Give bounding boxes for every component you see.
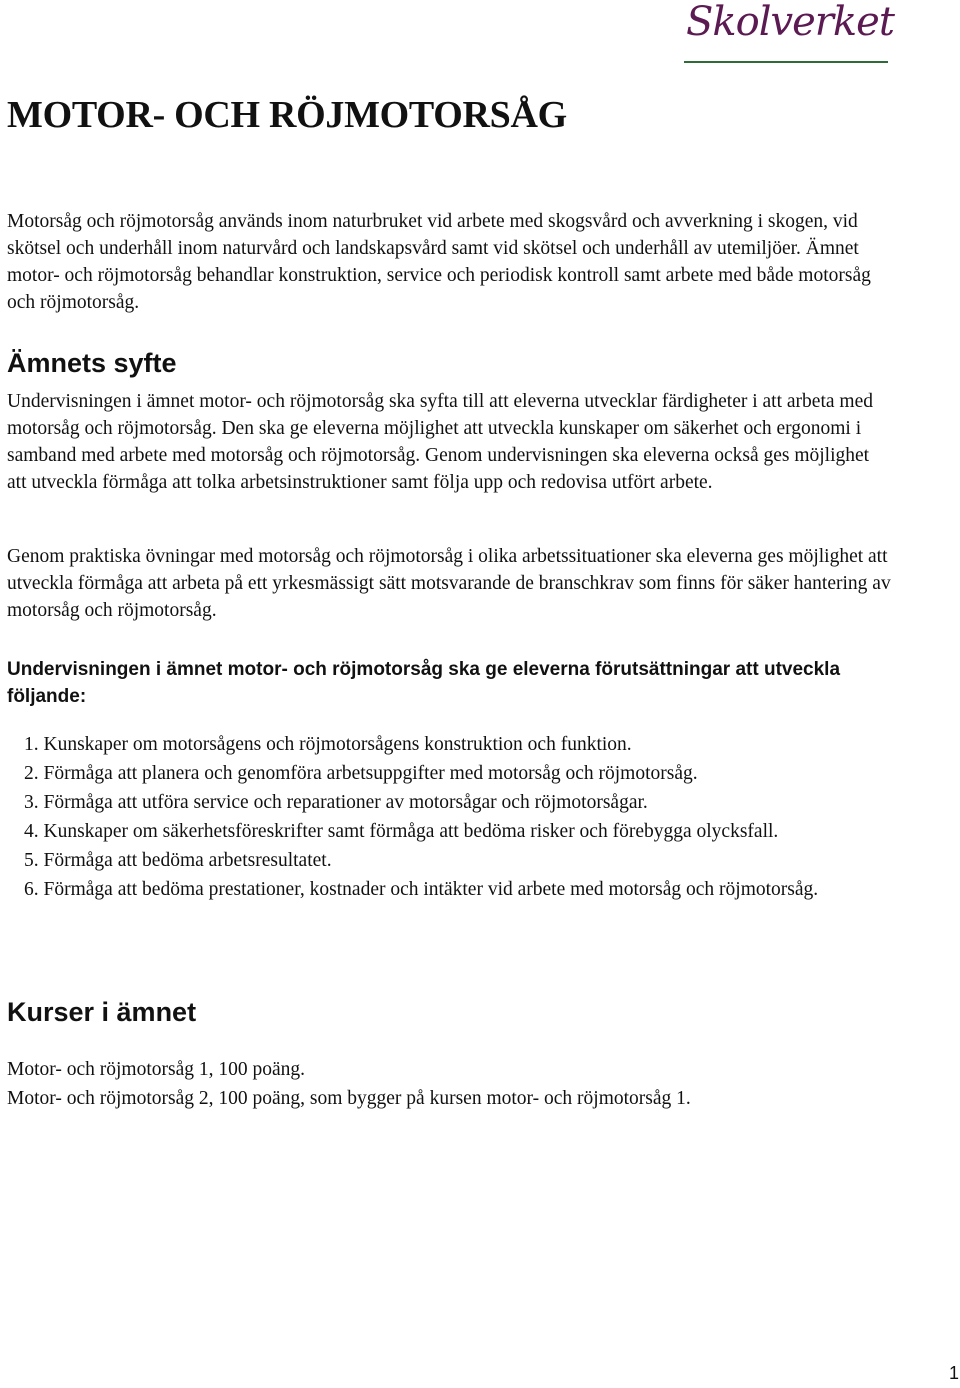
goal-item: 1. Kunskaper om motorsågens och röjmotorsågens konstruktion och funktion. xyxy=(24,734,632,755)
course-item: Motor- och röjmotorsåg 2, 100 poäng, som bygger på kursen motor- och röjmotorsåg 1. xyxy=(7,1088,691,1109)
courses-list xyxy=(7,1055,891,1113)
goal-item: 6. Förmåga att bedöma prestationer, kostnader och intäkter vid arbete med motorsåg och röjmotorsåg. xyxy=(24,879,819,900)
goals-list xyxy=(7,731,889,905)
goal-item: 3. Förmåga att utföra service och reparationer av motorsågar och röjmotorsågar. xyxy=(24,792,648,813)
purpose-paragraph-2: Genom praktiska övningar med motorsåg och röjmotorsåg i olika arbetssituationer ska eleverna ges möjlighet att utveckla förmåga att arbeta på ett yrkesmässigt sätt motsvarande de branschkrav som finns för säker hantering av motorsåg och röjmotorsåg. xyxy=(7,546,891,621)
purpose-paragraph-1: Undervisningen i ämnet motor- och röjmotorsåg ska syfta till att eleverna utvecklar färdigheter i att arbeta med motorsåg och röjmotorsåg. Den ska ge eleverna möjlighet att utveckla kunskaper om säkerhet och ergonomi i samband med arbete med motorsåg och röjmotorsåg. Genom undervisningen ska eleverna också ges möjlighet att utveckla förmåga att tolka arbetsinstruktioner samt följa upp och redovisa utfört arbete. xyxy=(7,391,873,493)
goal-item: 2. Förmåga att planera och genomföra arbetsuppgifter med motorsåg och röjmotorsåg. xyxy=(24,763,698,784)
page-number: 1 xyxy=(949,1363,960,1383)
purpose-heading: Ämnets syfte xyxy=(7,348,177,378)
goals-heading: Undervisningen i ämnet motor- och röjmotorsåg ska ge eleverna förutsättningar att utveckla följande: xyxy=(7,659,841,707)
document-title: MOTOR- OCH RÖJMOTORSÅG xyxy=(7,94,567,136)
logo-rule xyxy=(684,61,888,63)
courses-heading: Kurser i ämnet xyxy=(7,997,197,1027)
goal-item: 4. Kunskaper om säkerhetsföreskrifter samt förmåga att bedöma risker och förebygga olycksfall. xyxy=(24,821,779,842)
skolverket-logo: Skolverket xyxy=(686,0,894,45)
intro-paragraph: Motorsåg och röjmotorsåg används inom naturbruket vid arbete med skogsvård och avverkning i skogen, vid skötsel och underhåll inom naturvård och landskapsvård samt vid skötsel och underhåll av utemiljöer. Ämnet motor- och röjmotorsåg behandlar konstruktion, service och periodisk kontroll samt arbete med både motorsåg och röjmotorsåg. xyxy=(7,211,871,313)
course-item: Motor- och röjmotorsåg 1, 100 poäng. xyxy=(7,1059,306,1080)
goal-item: 5. Förmåga att bedöma arbetsresultatet. xyxy=(24,850,332,871)
